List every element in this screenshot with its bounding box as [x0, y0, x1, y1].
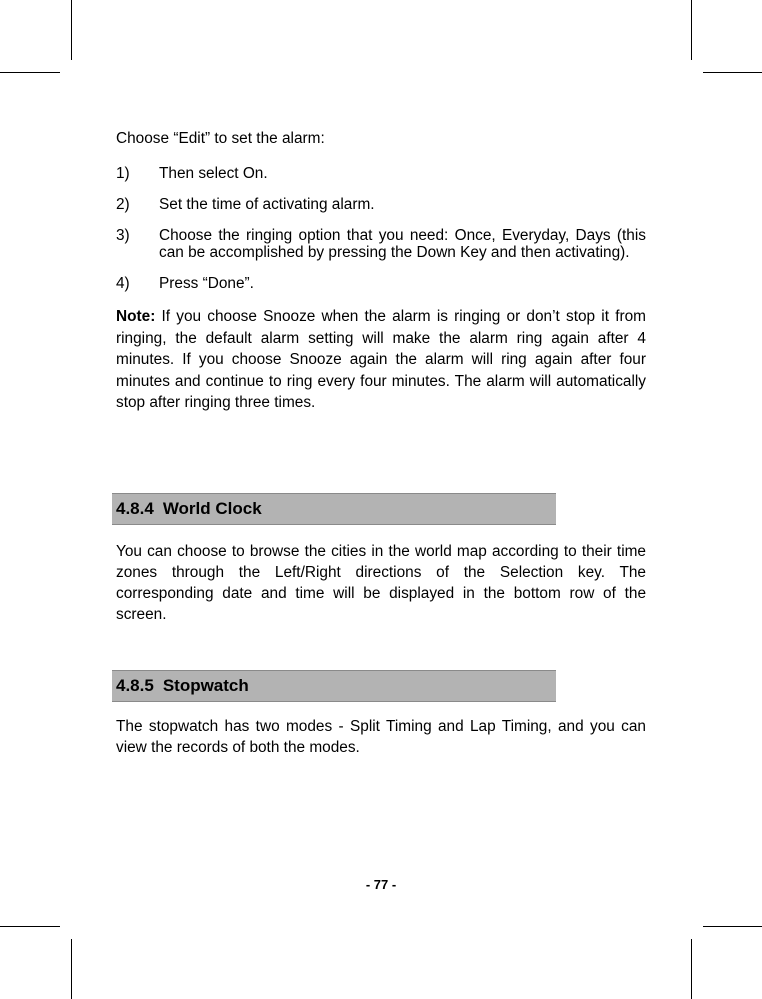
step-number: 4)	[116, 275, 130, 292]
step-number: 1)	[116, 165, 130, 182]
intro-text: Choose “Edit” to set the alarm:	[116, 130, 325, 147]
step-item	[116, 275, 646, 292]
section-title: Stopwatch	[162, 676, 249, 695]
step-number: 3)	[116, 227, 130, 244]
section-title: World Clock	[162, 499, 262, 518]
step-text: Press “Done”.	[159, 275, 254, 292]
note-paragraph	[116, 306, 646, 414]
note-text: If you choose Snooze when the alarm is ringing or don’t stop it from ringing, the default alarm setting will make the alarm ring again after 4 minutes. If you choose Snooze again the alarm will ring again after four minutes and continue to ring every four minutes. The alarm will automatically stop after ringing three times.	[116, 308, 646, 411]
section-number: 4.8.4	[116, 499, 154, 518]
step-item	[116, 196, 646, 213]
world-clock-body: You can choose to browse the cities in the world map according to their time zones through the Left/Right directions of the Selection key. The corresponding date and time will be displayed in the bottom row of the screen.	[116, 543, 646, 623]
crop-mark-bottom-left-horizontal	[0, 926, 60, 927]
section-number: 4.8.5	[116, 676, 154, 695]
section-heading-stopwatch	[112, 670, 556, 702]
stopwatch-body: The stopwatch has two modes - Split Timing and Lap Timing, and you can view the records of both the modes.	[116, 718, 646, 756]
crop-mark-top-left-horizontal	[0, 72, 60, 73]
step-item	[116, 227, 646, 261]
step-text: Set the time of activating alarm.	[159, 196, 375, 213]
section-heading-world-clock	[112, 493, 556, 525]
page-number: - 77 -	[365, 877, 397, 892]
step-number: 2)	[116, 196, 130, 213]
crop-mark-top-right-horizontal	[703, 72, 762, 73]
crop-mark-bottom-right-vertical	[691, 939, 692, 999]
step-text: Then select On.	[159, 165, 268, 182]
crop-mark-top-right-vertical	[691, 0, 692, 60]
step-item	[116, 165, 646, 182]
crop-mark-top-left-vertical	[71, 0, 72, 60]
note-label: Note:	[116, 308, 156, 325]
crop-mark-bottom-right-horizontal	[703, 926, 762, 927]
alarm-instructions	[116, 128, 646, 414]
step-text: Choose the ringing option that you need: Once, Everyday, Days (this can be accomplished by pressing the Down Key and then activating).	[159, 227, 646, 261]
crop-mark-bottom-left-vertical	[71, 939, 72, 999]
